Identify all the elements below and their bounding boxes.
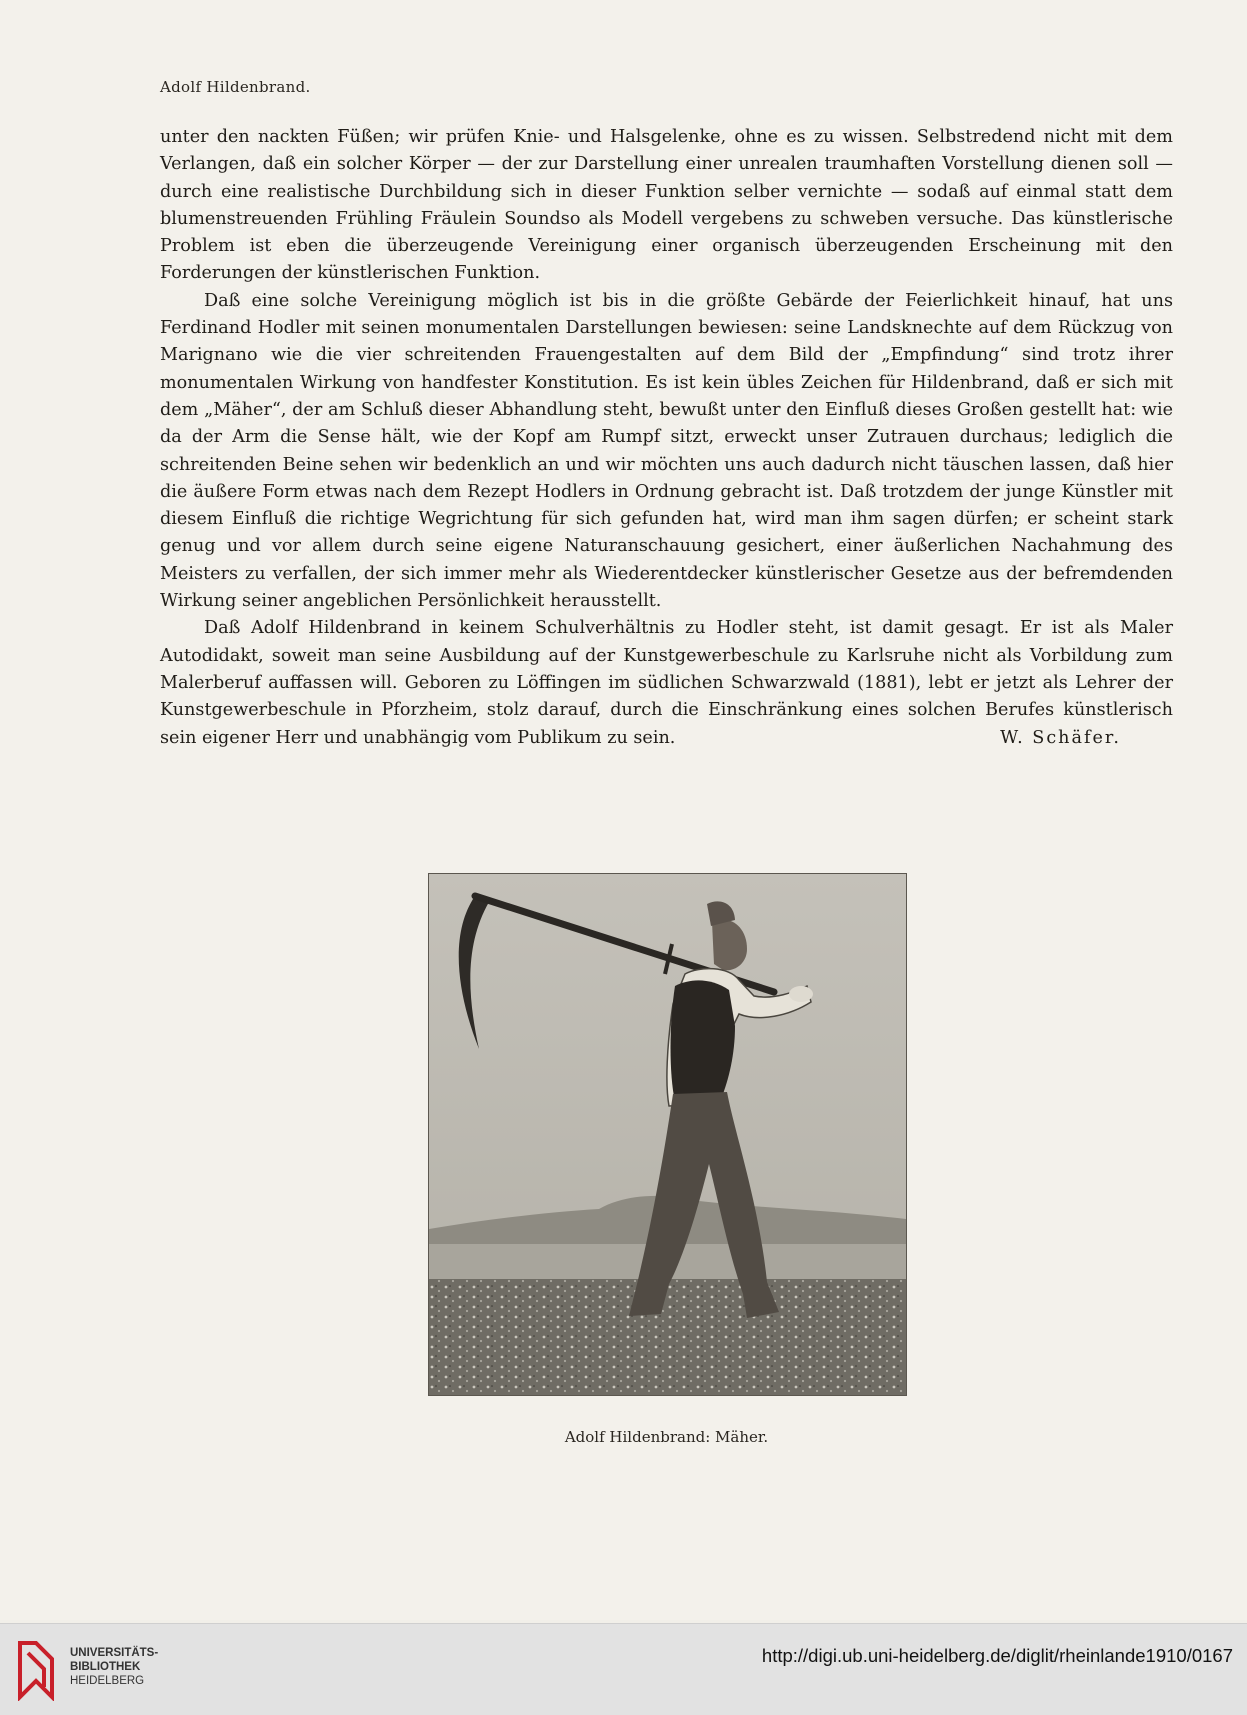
library-name: [70, 1646, 158, 1688]
library-logo-icon: [14, 1639, 58, 1701]
figure-caption: Adolf Hildenbrand: Mäher.: [564, 1428, 769, 1446]
library-name-line3: HEIDELBERG: [70, 1675, 145, 1687]
author-signature: W. Schäfer.: [1000, 727, 1121, 748]
permalink-url[interactable]: http://digi.ub.uni-heidelberg.de/diglit/rheinlande1910/0167: [761, 1645, 1233, 1666]
mower-illustration: [428, 873, 907, 1396]
article-body: [160, 124, 1173, 752]
mower-hand: [789, 986, 813, 1002]
paragraph-1: unter den nackten Füßen; wir prüfen Knie- und Halsgelenke, ohne es zu wissen. Selbstredend nicht mit dem Verlangen, daß ein solcher Körper — der zur Darstellung einer unrealen traumhaften Vorstellung dienen soll — durch eine realistische Durchbildung sich in dieser Funktion selber vernichte — sodaß auf einmal statt dem blumenstreuenden Frühling Fräulein Soundso als Modell vergebens zu schweben versuche. Das künstlerische Problem ist eben die überzeugende Vereinigung einer organisch überzeugenden Erscheinung mit den Forderungen der künstlerischen Funktion.: [160, 127, 1173, 284]
paragraph-2: Daß eine solche Vereinigung möglich ist bis in die größte Gebärde der Feierlichkeit hinauf, hat uns Ferdinand Hodler mit seinen monumentalen Darstellungen bewiesen: seine Landsknechte auf dem Rückzug von Marignano wie die vier schreitenden Frauengestalten auf dem Bild der „Empfindung“ sind trotz ihrer monumentalen Wirkung von handfester Konstitution. Es ist kein übles Zeichen für Hildenbrand, daß er sich mit dem „Mäher“, der am Schluß dieser Abhandlung steht, bewußt unter den Einfluß dieses Großen gestellt hat: wie da der Arm die Sense hält, wie der Kopf am Rumpf sitzt, erweckt unser Zutrauen durchaus; lediglich die schreitenden Beine sehen wir bedenklich an und wir möchten uns auch dadurch nicht täuschen lassen, daß hier die äußere Form etwas nach dem Rezept Hodlers in Ordnung gebracht ist. Daß trotzdem der junge Künstler mit diesem Einfluß die richtige Wegrichtung für sich gefunden hat, wird man ihm sagen dürfen; er scheint stark genug und vor allem durch seine eigene Naturanschauung gesichert, einer äußerlichen Nachahmung des Meisters zu verfallen, der sich immer mehr als Wiederentdecker künstlerischer Gesetze aus der befremdenden Wirkung seiner angeblichen Persönlichkeit herausstellt.: [160, 290, 1173, 612]
running-head: Adolf Hildenbrand.: [160, 78, 311, 96]
library-name-line1: UNIVERSITÄTS-: [70, 1647, 159, 1659]
paragraph-3: [160, 615, 1173, 751]
library-footer: [0, 1623, 1247, 1715]
library-name-line2: BIBLIOTHEK: [70, 1661, 141, 1673]
mower-painting: [429, 874, 906, 1395]
meadow: [429, 1279, 906, 1395]
paragraph-3-text: Daß Adolf Hildenbrand in keinem Schulverhältnis zu Hodler steht, ist damit gesagt. Er ist als Maler Autodidakt, soweit man seine Ausbildung auf der Kunstgewerbeschule zu Karlsruhe nicht als Vorbildung zum Malerberuf auffassen will. Geboren zu Löffingen im südlichen Schwarzwald (1881), lebt er jetzt als Lehrer der Kunstgewerbeschule in Pforzheim, stolz darauf, durch die Einschränkung eines solchen Berufes künstlerisch sein eigener Herr und unabhängig vom Publikum zu sein.: [160, 618, 1173, 748]
mower-vest: [671, 980, 736, 1102]
